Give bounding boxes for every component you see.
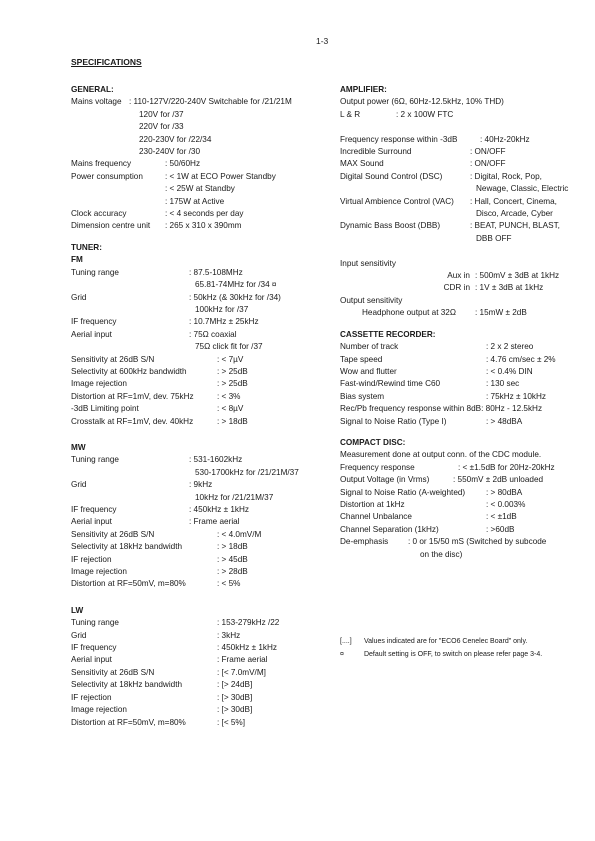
spec-value: : Frame aerial — [217, 655, 268, 665]
spec-row — [340, 220, 585, 232]
spec-value: : 1V ± 3dB at 1kHz — [475, 283, 544, 293]
spec-label: Channel Unbalance — [340, 512, 412, 522]
spec-row — [71, 220, 336, 232]
spec-row — [340, 270, 585, 282]
spec-label: Sensitivity at 26dB S/N — [71, 667, 155, 677]
spec-label: Tuning range — [71, 267, 119, 277]
spec-label: L & R — [340, 109, 361, 119]
spec-value: : 75Ω coaxial — [189, 329, 237, 339]
spec-row — [340, 378, 585, 390]
spec-value: 75Ω click fit for /37 — [195, 342, 263, 352]
spec-label — [71, 492, 195, 504]
spec-value: : < 1W at ECO Power Standby — [165, 171, 276, 181]
spec-row — [71, 541, 336, 553]
spec-row — [71, 717, 336, 729]
spec-row — [71, 354, 336, 366]
spec-value: : > 18dB — [217, 542, 248, 552]
spec-label: Image rejection — [71, 567, 127, 577]
spec-value: : [< 5%] — [217, 717, 245, 727]
spec-label: Wow and flutter — [340, 366, 397, 376]
spec-label — [71, 279, 195, 291]
tuner-heading: TUNER: — [71, 242, 102, 252]
spec-row — [340, 391, 585, 403]
spec-row — [340, 416, 585, 428]
spec-value: : 87.5-108MHz — [189, 267, 243, 277]
spec-row — [71, 341, 336, 353]
cassette-heading: CASSETTE RECORDER: — [340, 329, 436, 339]
spec-row — [71, 329, 336, 341]
spec-value: : 130 sec — [486, 379, 520, 389]
spec-row — [340, 499, 585, 511]
spec-value: : 4.76 cm/sec ± 2% — [486, 354, 556, 364]
spec-label: Rec/Pb frequency response within 8dB — [340, 404, 482, 414]
spec-row — [71, 667, 336, 679]
spec-row — [71, 366, 336, 378]
spec-value: : > 25dB — [217, 366, 248, 376]
spec-value: : < 8µV — [217, 404, 244, 414]
spec-label: Frequency response — [340, 462, 415, 472]
spec-value: : 450kHz ± 1kHz — [217, 643, 278, 653]
spec-row — [71, 109, 336, 121]
spec-row — [71, 267, 336, 279]
spec-row — [71, 171, 336, 183]
spec-row — [71, 279, 336, 291]
spec-value: 220-230V for /22/34 — [139, 134, 212, 144]
spec-label: Signal to Noise Ratio (A-weighted) — [340, 487, 466, 497]
spec-value: : > 45dB — [217, 554, 248, 564]
spec-label: Mains voltage — [71, 97, 122, 107]
spec-row — [71, 642, 336, 654]
spec-row — [340, 366, 585, 378]
spec-label: Clock accuracy — [71, 209, 127, 219]
spec-label: Input sensitivity — [340, 258, 396, 268]
spec-value: : 2 x 100W FTC — [396, 109, 454, 119]
spec-label: IF rejection — [71, 692, 112, 702]
spec-row — [71, 292, 336, 304]
spec-value: : < 4 seconds per day — [165, 209, 244, 219]
spec-value: : 40Hz-20kHz — [480, 134, 530, 144]
spec-label: Image rejection — [71, 379, 127, 389]
spec-value: : BEAT, PUNCH, BLAST, — [470, 221, 560, 231]
spec-row — [71, 196, 336, 208]
spec-row — [71, 566, 336, 578]
spec-label: IF rejection — [71, 554, 112, 564]
spec-value: : > 25dB — [217, 379, 248, 389]
spec-label: Headphone output at 32Ω — [362, 308, 456, 318]
spec-value: : 50/60Hz — [165, 159, 201, 169]
spec-value: : 15mW ± 2dB — [475, 308, 527, 318]
spec-value: : > 18dB — [217, 416, 248, 426]
spec-row — [340, 341, 585, 353]
spec-label: De-emphasis — [340, 537, 389, 547]
spec-value: : < 5% — [217, 579, 241, 589]
spec-row — [71, 516, 336, 528]
spec-row — [71, 146, 336, 158]
spec-row — [340, 134, 585, 146]
mains-voltage-row — [71, 96, 336, 108]
spec-value: : < 25W at Standby — [165, 184, 235, 194]
spec-label — [340, 208, 476, 220]
spec-row — [340, 487, 585, 499]
spec-row — [340, 511, 585, 523]
spec-row — [71, 679, 336, 691]
spec-label: Dynamic Bass Boost (DBB) — [340, 221, 441, 231]
spec-value: : 550mV ± 2dB unloaded — [453, 475, 544, 485]
right-column — [340, 84, 585, 561]
spec-label: Distortion at RF=50mV, m=80% — [71, 717, 186, 727]
spec-row — [71, 391, 336, 403]
spec-value: Newage, Classic, Electric — [476, 184, 569, 194]
spec-label: Number of track — [340, 342, 399, 352]
spec-row — [340, 354, 585, 366]
spec-row — [340, 449, 585, 461]
spec-label — [71, 196, 165, 208]
spec-value: : < 3% — [217, 391, 241, 401]
spec-label: Aux in — [447, 271, 470, 281]
spec-row — [71, 479, 336, 491]
spec-row — [71, 704, 336, 716]
spec-label: MAX Sound — [340, 159, 384, 169]
spec-row — [71, 617, 336, 629]
spec-value: : Digital, Rock, Pop, — [470, 171, 542, 181]
spec-value: : 2 x 2 stereo — [486, 342, 534, 352]
spec-value: : < 0.003% — [486, 499, 526, 509]
spec-row — [71, 554, 336, 566]
spec-row — [340, 295, 585, 307]
spec-row — [340, 183, 585, 195]
spec-label: Distortion at 1kHz — [340, 499, 405, 509]
spec-label — [71, 304, 195, 316]
spec-value: : 3kHz — [217, 630, 241, 640]
spec-label: CDR in — [443, 283, 470, 293]
spec-row — [71, 504, 336, 516]
spec-label: Selectivity at 18kHz bandwidth — [71, 680, 183, 690]
spec-row — [340, 146, 585, 158]
spec-value: : >60dB — [486, 524, 515, 534]
spec-row — [340, 171, 585, 183]
spec-label: Aerial input — [71, 655, 112, 665]
left-column — [71, 84, 336, 729]
spec-row — [71, 304, 336, 316]
spec-row — [71, 692, 336, 704]
spec-value: : 75kHz ± 10kHz — [486, 391, 547, 401]
amplifier-heading: AMPLIFIER: — [340, 85, 387, 94]
spec-value: 120V for /37 — [139, 109, 184, 119]
spec-row — [71, 121, 336, 133]
spec-row — [71, 416, 336, 428]
spec-row — [340, 196, 585, 208]
spec-value: : 50kHz (& 30kHz for /34) — [189, 292, 281, 302]
spec-label: Sensitivity at 26dB S/N — [71, 354, 155, 364]
spec-value: Disco, Arcade, Cyber — [476, 209, 553, 219]
spec-value: : > 28dB — [217, 567, 248, 577]
spec-row — [71, 403, 336, 415]
spec-value: : < 0.4% DIN — [486, 366, 533, 376]
output-power-line — [340, 96, 585, 108]
spec-value: 100kHz for /37 — [195, 304, 249, 314]
spec-value: : [> 30dB] — [217, 692, 253, 702]
spec-label — [340, 183, 476, 195]
spec-value: : [< 7.0mV/M] — [217, 667, 266, 677]
spec-label: Aerial input — [71, 329, 112, 339]
footnote-text: Default setting is OFF, to switch on please refer page 3-4. — [363, 651, 543, 658]
spec-value: : 0 or 15/50 mS (Switched by subcode — [408, 537, 547, 547]
spec-value: : < ±1dB — [486, 512, 517, 522]
spec-row — [340, 208, 585, 220]
footnote-key: ¤ — [340, 651, 344, 658]
spec-label: Mains frequency — [71, 159, 132, 169]
spec-value: : 175W at Active — [165, 196, 225, 206]
spec-row — [71, 316, 336, 328]
spec-label: Tape speed — [340, 354, 383, 364]
spec-value: : [> 24dB] — [217, 680, 253, 690]
mw-heading: MW — [71, 442, 86, 452]
spec-label: Digital Sound Control (DSC) — [340, 171, 443, 181]
spec-value: : 10.7MHz ± 25kHz — [189, 317, 259, 327]
spec-label: Grid — [71, 630, 87, 640]
compact-disc-heading: COMPACT DISC: — [340, 437, 406, 447]
spec-label: Incredible Surround — [340, 147, 412, 157]
spec-row — [340, 282, 585, 294]
spec-row — [71, 134, 336, 146]
spec-row — [340, 549, 585, 561]
spec-label: Tuning range — [71, 618, 119, 628]
spec-value: : 110-127V/220-240V Switchable for /21/21M — [129, 97, 292, 107]
spec-row — [340, 158, 585, 170]
spec-value: : 531-1602kHz — [189, 455, 243, 465]
spec-label: Output sensitivity — [340, 295, 403, 305]
spec-value: DBB OFF — [476, 233, 512, 243]
spec-label: Output power (6Ω, 60Hz-12.5kHz, 10% THD) — [340, 97, 504, 107]
spec-value: : Hall, Concert, Cinema, — [470, 196, 557, 206]
spec-row — [340, 307, 585, 319]
spec-label: Crosstalk at RF=1mV, dev. 40kHz — [71, 416, 194, 426]
footnote — [340, 636, 527, 647]
spec-row — [71, 529, 336, 541]
spec-row — [71, 183, 336, 195]
spec-label: Distortion at RF=1mV, dev. 75kHz — [71, 391, 194, 401]
spec-label: IF frequency — [71, 317, 117, 327]
spec-value: : > 80dBA — [486, 487, 523, 497]
spec-label: Aerial input — [71, 517, 112, 527]
spec-value: : < ±1.5dB for 20Hz-20kHz — [458, 462, 555, 472]
page-title: SPECIFICATIONS — [71, 57, 142, 67]
spec-value: : ON/OFF — [470, 147, 506, 157]
spec-value: : 9kHz — [189, 480, 213, 490]
spec-row — [340, 536, 585, 548]
spec-label: Measurement done at output conn. of the CDC module. — [340, 450, 542, 460]
spec-value: : > 48dBA — [486, 416, 523, 426]
spec-label: Grid — [71, 292, 87, 302]
spec-label: Bias system — [340, 391, 385, 401]
lw-heading: LW — [71, 605, 84, 615]
spec-value: on the disc) — [420, 549, 463, 559]
spec-row — [71, 467, 336, 479]
spec-row — [71, 492, 336, 504]
spec-label: Dimension centre unit — [71, 221, 151, 231]
spec-row — [340, 403, 585, 415]
spec-label: Tuning range — [71, 455, 119, 465]
spec-label: Sensitivity at 26dB S/N — [71, 529, 155, 539]
spec-label: Virtual Ambience Control (VAC) — [340, 196, 454, 206]
spec-row — [71, 630, 336, 642]
spec-label: IF frequency — [71, 505, 117, 514]
spec-label — [340, 233, 476, 245]
spec-label — [71, 183, 165, 195]
spec-value: 10kHz for /21/21M/37 — [195, 492, 274, 502]
spec-row — [340, 474, 585, 486]
spec-row — [71, 208, 336, 220]
spec-label: Output Voltage (in Vrms) — [340, 475, 430, 485]
spec-label — [71, 467, 195, 479]
page-number: 1-3 — [316, 36, 329, 46]
fm-heading: FM — [71, 255, 83, 265]
spec-value: 65.81-74MHz for /34 ¤ — [195, 280, 277, 290]
spec-row — [340, 233, 585, 245]
spec-label: Channel Separation (1kHz) — [340, 524, 439, 534]
spec-value: : < 7µV — [217, 354, 244, 364]
spec-value: : ON/OFF — [470, 159, 506, 169]
spec-label: Grid — [71, 480, 87, 490]
footnote-key: [....] — [340, 638, 352, 645]
spec-label: Fast-wind/Rewind time C60 — [340, 379, 441, 389]
footnote — [340, 649, 542, 660]
spec-row — [71, 158, 336, 170]
spec-value: : 500mV ± 3dB at 1kHz — [475, 271, 560, 281]
spec-value: : Frame aerial — [189, 517, 240, 527]
spec-label: Image rejection — [71, 705, 127, 715]
spec-row — [340, 109, 585, 121]
spec-label: Signal to Noise Ratio (Type I) — [340, 416, 447, 426]
spec-label: IF frequency — [71, 643, 117, 653]
spec-value: : 153-279kHz /22 — [217, 618, 280, 628]
spec-row — [340, 524, 585, 536]
spec-row — [340, 462, 585, 474]
spec-value: : 80Hz - 12.5kHz — [481, 404, 543, 414]
spec-label: -3dB Limiting point — [71, 404, 139, 414]
spec-row — [340, 258, 585, 270]
spec-label: Distortion at RF=50mV, m=80% — [71, 579, 186, 589]
spec-label: Selectivity at 600kHz bandwidth — [71, 366, 187, 376]
spec-row — [71, 654, 336, 666]
spec-value: 220V for /33 — [139, 122, 184, 132]
spec-value: : [> 30dB] — [217, 705, 253, 715]
spec-label: Power consumption — [71, 171, 143, 181]
general-heading: GENERAL: — [71, 85, 114, 94]
spec-label: Frequency response within -3dB — [340, 134, 458, 144]
spec-row — [71, 578, 336, 590]
spec-row — [71, 454, 336, 466]
spec-row — [71, 378, 336, 390]
spec-value: : 450kHz ± 1kHz — [189, 505, 250, 514]
spec-label — [71, 341, 195, 353]
spec-value: 530-1700kHz for /21/21M/37 — [195, 467, 299, 477]
spec-value: : 265 x 310 x 390mm — [165, 221, 242, 231]
spec-label: Selectivity at 18kHz bandwidth — [71, 542, 183, 552]
footnote-text: Values indicated are for "ECO6 Cenelec Board" only. — [363, 638, 528, 645]
spec-value: : < 4.0mV/M — [217, 529, 262, 539]
spec-value: 230-240V for /30 — [139, 147, 200, 157]
